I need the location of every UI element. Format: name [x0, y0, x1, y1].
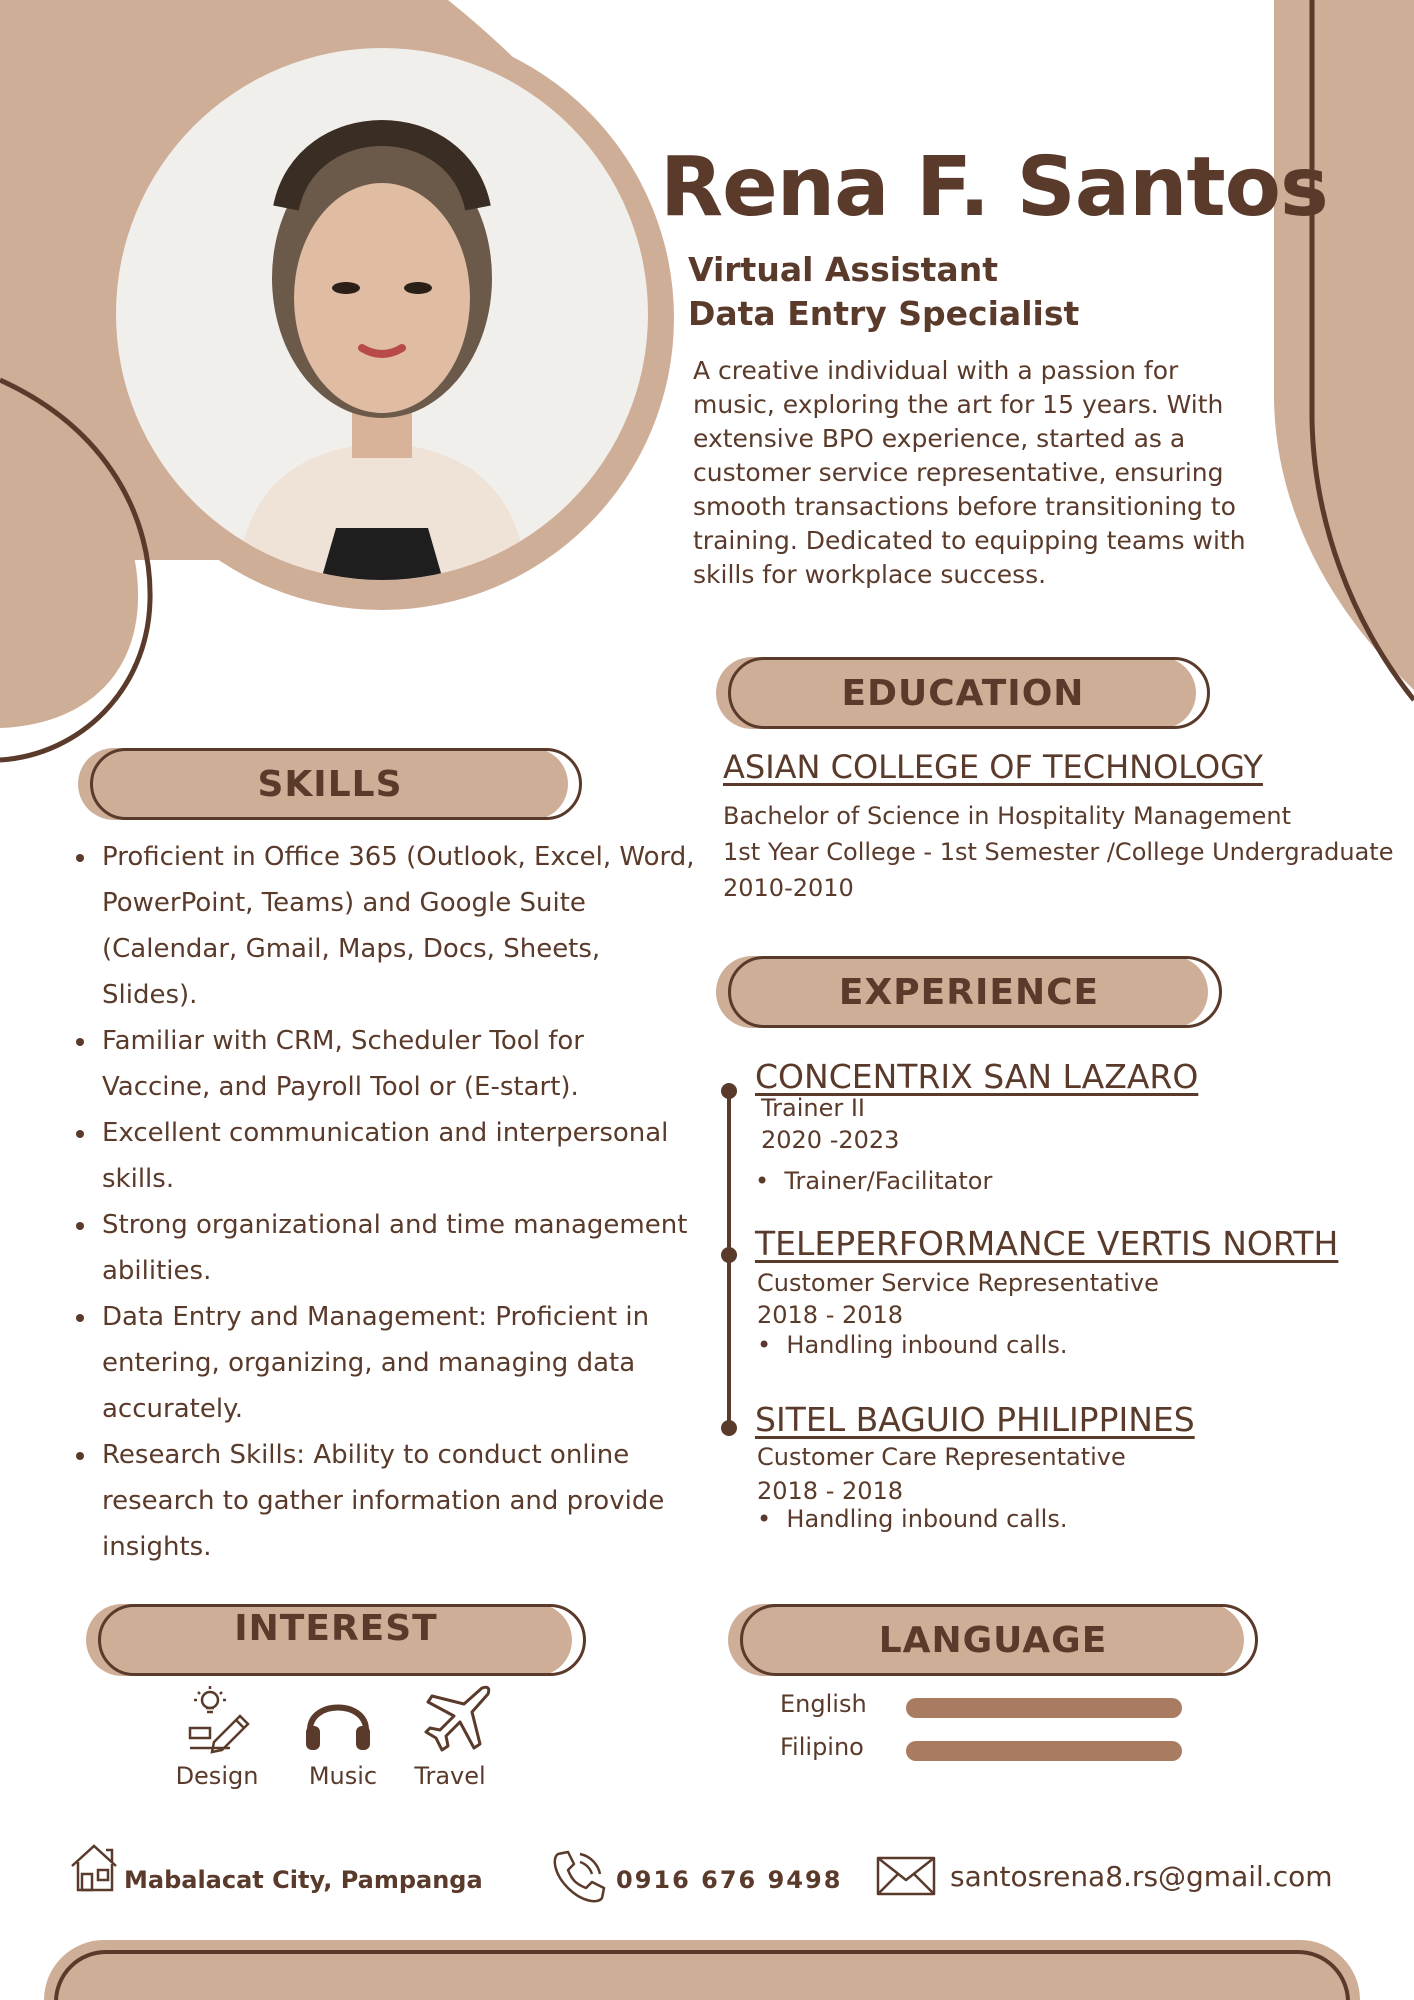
design-icon [184, 1684, 256, 1756]
right-wave-fill [1274, 0, 1414, 690]
skill-item: • Proficient in Office 365 (Outlook, Excel, Word, PowerPoint, Teams) and Google Suite (Calendar, Gmail, Maps, Docs, Sheets, Slides). [98, 834, 698, 1018]
language-bar-track [906, 1741, 1182, 1761]
interest-label-music: Music [308, 1762, 378, 1790]
skills-list [62, 834, 698, 1570]
job-duty: • Trainer/Facilitator [755, 1167, 993, 1195]
job-company: CONCENTRIX SAN LAZARO [755, 1057, 1199, 1096]
job-title: Customer Care Representative [757, 1443, 1126, 1471]
language-name: Filipino [780, 1733, 864, 1761]
timeline-dot [721, 1083, 737, 1099]
job-years: 2018 - 2018 [757, 1301, 904, 1329]
interest-heading-pill [86, 1604, 586, 1676]
role-title-1: Virtual Assistant [688, 250, 998, 289]
education-heading: EDUCATION [841, 672, 1085, 714]
skill-item: • Data Entry and Management: Proficient in entering, organizing, and managing data accurately. [98, 1294, 698, 1432]
language-bar-english [906, 1698, 1182, 1718]
skill-item: • Research Skills: Ability to conduct online research to gather information and provide insights. [98, 1432, 698, 1570]
headphones-icon [302, 1690, 374, 1754]
interest-label-travel: Travel [414, 1762, 486, 1790]
contact-email: santosrena8.rs@gmail.com [950, 1860, 1333, 1893]
interest-label-design: Design [175, 1762, 259, 1790]
timeline-dot [721, 1420, 737, 1436]
envelope-icon [876, 1856, 936, 1896]
timeline-dot [721, 1247, 737, 1263]
skills-heading-pill [78, 748, 582, 820]
education-school: ASIAN COLLEGE OF TECHNOLOGY [723, 748, 1263, 786]
role-title-2: Data Entry Specialist [688, 294, 1080, 333]
person-name: Rena F. Santos [660, 140, 1328, 235]
contact-phone: 0916 676 9498 [616, 1866, 843, 1894]
summary-text: A creative individual with a passion for music, exploring the art for 15 years. With extensive BPO experience, started as a customer service representative, ensuring smooth transactions before transitioning to training. Dedicated to equipping teams with skills for workplace success. [693, 356, 1246, 589]
job-duty: • Handling inbound calls. [757, 1331, 1068, 1359]
education-level: 1st Year College - 1st Semester /College Undergraduate [723, 838, 1394, 866]
skill-item: • Strong organizational and time management abilities. [98, 1202, 698, 1294]
contact-address: Mabalacat City, Pampanga [124, 1866, 483, 1894]
job-company: TELEPERFORMANCE VERTIS NORTH [755, 1224, 1339, 1263]
skills-heading: SKILLS [257, 763, 403, 805]
job-duty-text: Handling inbound calls. [786, 1505, 1068, 1533]
phone-icon [548, 1848, 606, 1906]
language-bar-track [906, 1698, 1182, 1718]
language-bar-filipino [906, 1741, 1182, 1761]
education-years: 2010-2010 [723, 874, 854, 902]
experience-heading: EXPERIENCE [838, 971, 1100, 1013]
job-duty-text: Trainer/Facilitator [784, 1167, 993, 1195]
footer-band [44, 1940, 1360, 2000]
job-duty-text: Handling inbound calls. [786, 1331, 1068, 1359]
job-years: 2020 -2023 [761, 1126, 900, 1154]
job-title: Trainer II [761, 1094, 866, 1122]
language-heading: LANGUAGE [878, 1619, 1108, 1661]
education-degree: Bachelor of Science in Hospitality Management [723, 802, 1292, 830]
language-name: English [780, 1690, 867, 1718]
education-heading-pill [716, 657, 1210, 729]
job-years: 2018 - 2018 [757, 1477, 904, 1505]
home-icon [68, 1842, 120, 1894]
skill-item: • Familiar with CRM, Scheduler Tool for Vaccine, and Payroll Tool or (E-start). [98, 1018, 698, 1110]
job-duty: • Handling inbound calls. [757, 1505, 1068, 1533]
language-heading-pill [728, 1604, 1258, 1676]
experience-heading-pill [716, 956, 1222, 1028]
job-company: SITEL BAGUIO PHILIPPINES [755, 1400, 1195, 1439]
airplane-icon [420, 1682, 494, 1756]
job-title: Customer Service Representative [757, 1269, 1159, 1297]
skill-item: • Excellent communication and interpersonal skills. [98, 1110, 698, 1202]
profile-photo [116, 48, 648, 580]
interest-heading: INTEREST [234, 1608, 438, 1649]
